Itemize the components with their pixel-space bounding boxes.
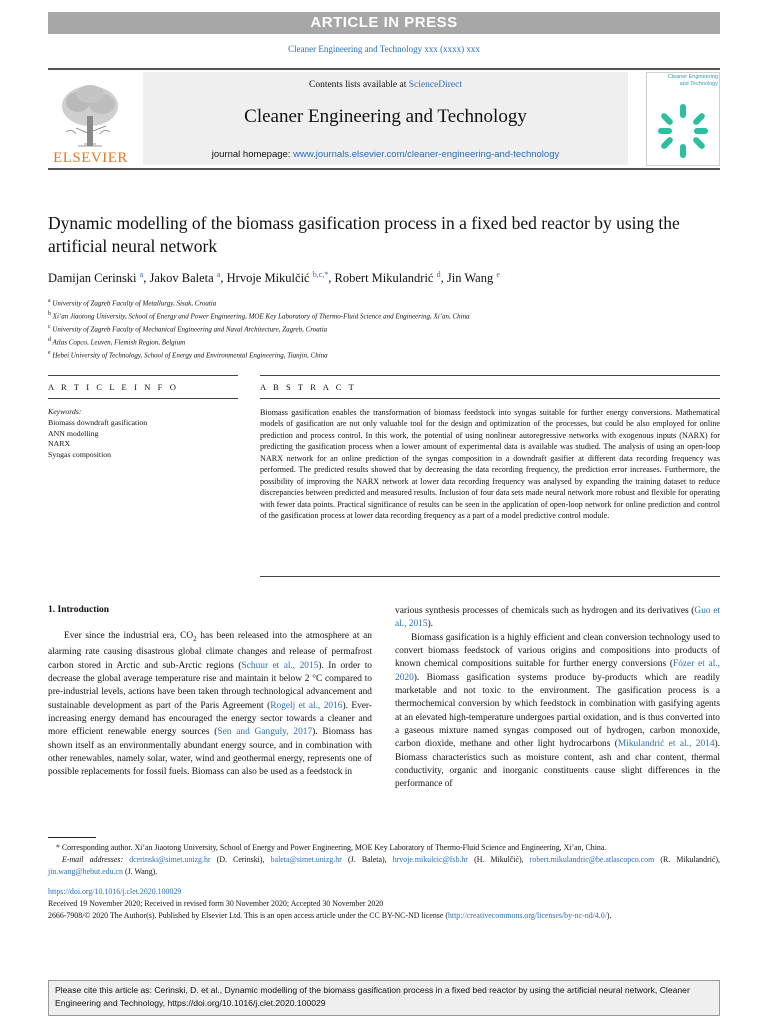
author-affil-marker[interactable]: a (216, 270, 221, 279)
citation-link[interactable]: Sen and Ganguly, 2017 (217, 727, 313, 738)
keywords-block (48, 407, 238, 461)
affiliation-text: Hebei University of Technology, School of Energy and Environmental Engineering, Tianjin, China (52, 351, 328, 360)
keyword-item: NARX (48, 439, 71, 449)
homepage-prefix: journal homepage: (211, 149, 294, 160)
affiliation-marker: e (48, 350, 51, 357)
keyword-item: ANN modelling (48, 428, 99, 438)
affiliation-item (48, 335, 720, 348)
abstract-label: A B S T R A C T (260, 382, 357, 392)
affiliation-text: Atlas Copco, Leuven, Flemish Region, Belgium (52, 338, 186, 347)
abstract-rule-bottom (260, 576, 720, 577)
cover-logo-icon (650, 100, 716, 162)
abstract-rule-middle (260, 398, 720, 399)
affiliation-marker: d (48, 337, 51, 344)
author-name: Hrvoje Mikulčić (226, 271, 310, 286)
affiliation-item (48, 296, 720, 309)
header-rule-bottom (48, 168, 720, 170)
affiliation-marker: a (48, 298, 51, 304)
citation-box: Please cite this article as: Cerinski, D. et al., Dynamic modelling of the biomass gasification process in a fixed bed reactor by using the artificial neural network, Cleaner Engineering and Technology, https://doi.org/10.1016/j.clet.2020.100029 (48, 980, 720, 1016)
article-info-label: A R T I C L E I N F O (48, 382, 179, 392)
sciencedirect-link[interactable]: ScienceDirect (408, 80, 462, 90)
author-name: Jin Wang (446, 271, 494, 286)
email-label: E-mail addresses: (62, 854, 124, 864)
author-name: Damijan Cerinski (48, 271, 137, 286)
footnote-rule (48, 837, 96, 838)
cover-title: Cleaner Engineering and Technology (667, 74, 718, 87)
header-rule-top (48, 68, 720, 70)
citation-link[interactable]: Rogelj et al., 2016 (270, 700, 343, 711)
license-link[interactable]: http://creativecommons.org/licenses/by-nc-nd/4.0/ (447, 910, 607, 920)
journal-homepage (143, 149, 628, 160)
contents-prefix: Contents lists available at (308, 80, 409, 90)
affiliation-text: University of Zagreb Faculty of Metallurgy, Sisak, Croatia (52, 299, 217, 308)
affiliation-item (48, 348, 720, 361)
author-affil-marker[interactable]: a (139, 270, 144, 279)
body-column-left (48, 630, 372, 780)
citation-link[interactable]: Mikulandrić et al., 2014 (617, 739, 715, 750)
affiliation-item (48, 322, 720, 335)
affiliation-marker: b (48, 311, 51, 318)
abstract-rule-top (260, 375, 720, 376)
license-line: 2666-7908/© 2020 The Author(s). Published by Elsevier Ltd. This is an open access article under the CC BY-NC-ND license (http://creativecommons.org/licenses/by-nc-nd/4.0/). (48, 910, 612, 920)
email-link[interactable]: dcerinski@simet.unizg.hr (129, 854, 211, 864)
author-affil-marker[interactable]: d (436, 270, 441, 279)
body-column-right (395, 605, 720, 792)
affiliation-item (48, 309, 720, 322)
citation-link[interactable]: Schuur et al., 2015 (241, 660, 319, 671)
affiliation-text: Xi’an Jiaotong University, School of Energy and Power Engineering, MOE Key Laboratory of Thermo-Fluid Science and Engineering, Xi’an, China (52, 312, 470, 321)
journal-reference (0, 44, 768, 54)
abstract-text: Biomass gasification enables the transformation of biomass feedstock into syngas suitable for further energy conversions. Mathematical models of gasification are not only valuable tool for the design and optimization of the processes, but could be also employed for online prediction and process control. In this work, the potential of using nonlinear autoregressive networks with exogenous inputs (NARX) for predicting the gasification process when a lower amount of experimental data is available was studied. The analysis of using an open-loop NARX network for an online prediction of the syngas composition in a downdraft gasifier at different data recording frequency was performed. The predicted results showed that by decreasing the data recording frequency, the prediction error increases. Furthermore, the possibility of improving the NARX network at lower data recording frequency was analysed by expanding the training dataset to reduce discrepancies between predicted and measured results. Inclusion of four data sets made neural network more robust and flexible for operating with fewer data points. Practical significance of results can be seen in the application of open-loop network for online prediction and control of the gasification process at lower data recording frequency as a part of a model predictive control module. (260, 408, 720, 521)
citation-link[interactable]: Fózer et al., 2020 (395, 659, 720, 683)
article-info-rule-top (48, 375, 238, 376)
article-info-rule-bottom (48, 398, 238, 399)
homepage-link[interactable]: www.journals.elsevier.com/cleaner-engineering-and-technology (293, 149, 560, 160)
journal-reference-link[interactable]: Cleaner Engineering and Technology xxx (xxxx) xxx (288, 44, 480, 54)
email-link[interactable]: baleta@simet.unizg.hr (270, 854, 342, 864)
intro-paragraph-1: Ever since the industrial era, $CO_2$ has been released into the atmosphere at an alarming rate causing disastrous global climate changes and release of permafrost carbon stored in Arctic and sub-Arctic regions (Schuur et al., 2015). In order to decrease the global average temperature rise and maintain it below 2 °C compared to pre-industrial levels, actions have been taken through technological advancement and sustainable development as part of the Paris Agreement (Rogelj et al., 2016). Ever-increasing energy demand has encouraged the energy sector towards a cleaner and more efficient renewable energy sources (Sen and Ganguly, 2017). Biomass has shown itself as an environmentally abundant energy source, and in combination with other renewables, namely solar, water, wind and geothermal energy, represents one of possible replacements for fossil fuels. Biomass can also be used as a feedstock in (48, 631, 372, 778)
author-name: Jakov Baleta (149, 271, 214, 286)
keyword-item: Syngas composition (48, 450, 112, 460)
email-addresses: E-mail addresses: dcerinski@simet.unizg.hr (D. Cerinski), baleta@simet.unizg.hr (J. Baleta), hrvoje.mikulcic@fsb.hr (H. Mikulčić), robert.mikulandric@be.atlascopco.com (R. Mikulandrić), jin.wang@hebut.edu.cn (J. Wang). (48, 854, 720, 876)
author-affil-marker[interactable]: b,c,* (312, 270, 329, 279)
author-list: Damijan Cerinski $^a$, Jakov Baleta $^a$, Hrvoje Mikulčić $^{b,c,*}$, Robert Mikulandrić $^d$, Jin Wang $^e$ (48, 270, 500, 286)
affiliation-text: University of Zagreb Faculty of Mechanical Engineering and Naval Architecture, Zagreb, Croatia (52, 325, 328, 334)
footnotes (48, 842, 720, 921)
contents-line (143, 80, 628, 90)
article-in-press-banner: ARTICLE IN PRESS (48, 12, 720, 34)
affiliations (48, 296, 720, 361)
intro-paragraph-continued: various synthesis processes of chemicals such as hydrogen and its derivatives (Guo et al., 2015). (395, 606, 720, 630)
received-dates: Received 19 November 2020; Received in revised form 30 November 2020; Accepted 30 November 2020 (48, 898, 384, 908)
corresponding-author-note: * Corresponding author. Xi’an Jiaotong University, School of Energy and Power Engineering, MOE Key Laboratory of Thermo-Fluid Science and Engineering, Xi’an, China. (56, 843, 607, 852)
keyword-item: Biomass downdraft gasification (48, 417, 148, 427)
citation-link[interactable]: Guo et al., 2015 (395, 606, 720, 630)
elsevier-wordmark: ELSEVIER (53, 150, 128, 166)
author-name: Robert Mikulandrić (334, 271, 434, 286)
email-link[interactable]: robert.mikulandric@be.atlascopco.com (529, 854, 655, 864)
article-title: Dynamic modelling of the biomass gasification process in a fixed bed reactor by using the artificial neural network (48, 213, 680, 256)
keywords-label: Keywords: (48, 407, 82, 416)
intro-paragraph-2: Biomass gasification is a highly efficient and clean conversion technology used to convert biomass feedstock of various origins and compositions into products of known chemical compositions suitable for further energy conversions (Fózer et al., 2020). Biomass gasification systems produce by-products which are readily marketable and not toxic to the environment. The gasification process is a thermochemical conversion by which feedstock in combination with gasifying agents at an elevated high-temperature undergoes partial oxidation, and is thus converted into a gaseous mixture named syngas composed out of hydrogen, carbon monoxide, carbon dioxide, methane and other light hydrocarbons (Mikulandrić et al., 2014). Biomass characteristics such as moisture content, ash and char content, thermal conductivity, organic and inorganic constituents cause slight differences in the performance of (395, 632, 720, 790)
section-heading-introduction: 1. Introduction (48, 605, 110, 615)
doi-link[interactable]: https://doi.org/10.1016/j.clet.2020.100029 (48, 886, 182, 896)
journal-title: Cleaner Engineering and Technology (244, 106, 527, 127)
author-affil-marker[interactable]: e (496, 270, 500, 279)
email-link[interactable]: jin.wang@hebut.edu.cn (48, 866, 123, 876)
affiliation-marker: c (48, 324, 51, 331)
email-link[interactable]: hrvoje.mikulcic@fsb.hr (392, 854, 468, 864)
